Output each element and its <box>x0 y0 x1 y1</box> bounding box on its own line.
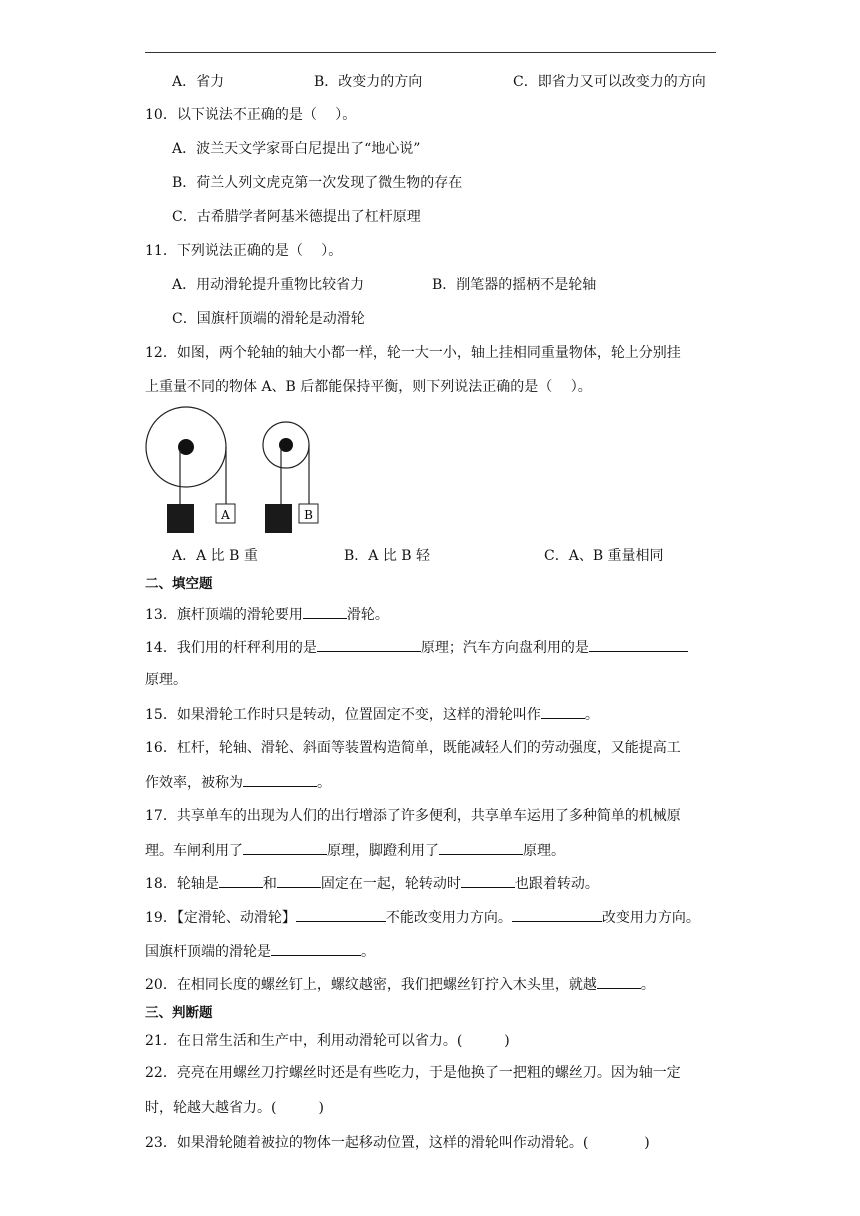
q18-text-3: 固定在一起，轮转动时 <box>320 876 461 892</box>
q18-blank-1[interactable] <box>219 873 263 888</box>
q10-option-b: B．荷兰人列文虎克第一次发现了微生物的存在 <box>172 175 463 191</box>
section-fill-in-title: 二、填空题 <box>145 576 213 592</box>
q14-text-2: 原理；汽车方向盘利用的是 <box>420 640 589 656</box>
q20-blank[interactable] <box>597 974 641 989</box>
q16-text-1: 作效率，被称为 <box>145 775 243 791</box>
q20-text-1: 20．在相同长度的螺丝钉上，螺纹越密，我们把螺丝钉拧入木头里，就越 <box>145 977 597 993</box>
q15-text-1: 15．如果滑轮工作时只是转动，位置固定不变，这样的滑轮叫作 <box>145 707 541 723</box>
q19-text-5: 。 <box>361 944 375 960</box>
q19-text-3: 改变用力方向。 <box>601 910 700 926</box>
q23-line: 23．如果滑轮随着被拉的物体一起移动位置，这样的滑轮叫作动滑轮。( ) <box>145 1135 650 1151</box>
q20-line <box>145 974 655 995</box>
q10-stem: 10．以下说法不正确的是（ ）。 <box>145 107 357 123</box>
q13-text-1: 13．旗杆顶端的滑轮要用 <box>145 607 303 623</box>
q19-text-4: 国旗杆顶端的滑轮是 <box>145 944 271 960</box>
q11-stem: 11．下列说法正确的是（ ）。 <box>145 243 343 259</box>
q16-line-1: 16．杠杆，轮轴、滑轮、斜面等装置构造简单，既能减轻人们的劳动强度，又能提高工 <box>145 740 681 756</box>
q18-text-1: 18．轮轴是 <box>145 876 219 892</box>
q10-option-a: A．波兰天文学家哥白尼提出了“地心说” <box>172 141 421 157</box>
q20-text-2: 。 <box>640 977 655 993</box>
q19-text-2: 不能改变用力方向。 <box>385 910 512 926</box>
wheel-axle-figure <box>140 400 340 540</box>
q13-blank[interactable] <box>303 604 347 619</box>
q16-text-2: 。 <box>317 775 331 791</box>
q9-option-a: A．省力 <box>172 74 225 90</box>
q13-line <box>145 604 389 625</box>
q17-line-1: 17．共享单车的出现为人们的出行增添了许多便利，共享单车运用了多种简单的机械原 <box>145 808 681 824</box>
section-true-false-title: 三、判断题 <box>145 1005 213 1021</box>
q22-line-2: 时，轮越大越省力。( ) <box>145 1100 324 1116</box>
q9-option-c: C．即省力又可以改变力的方向 <box>513 74 706 90</box>
q22-line-1: 22．亮亮在用螺丝刀拧螺丝时还是有些吃力，于是他换了一把粗的螺丝刀。因为轴一定 <box>145 1065 681 1081</box>
q10-option-c: C．古希腊学者阿基米德提出了杠杆原理 <box>172 209 421 225</box>
q19-blank-1[interactable] <box>296 907 386 922</box>
q12-stem-line-1: 12．如图，两个轮轴的轴大小都一样，轮一大一小，轴上挂相同重量物体，轮上分别挂 <box>145 345 681 361</box>
large-axle-weight <box>167 504 194 533</box>
small-wheel-axle <box>263 422 318 533</box>
q11-option-c: C．国旗杆顶端的滑轮是动滑轮 <box>172 311 365 327</box>
q18-text-4: 也跟着转动。 <box>514 876 599 892</box>
q14-line-1 <box>145 637 688 658</box>
q18-text-2: 和 <box>262 876 277 892</box>
q17-blank-1[interactable] <box>243 840 327 855</box>
q18-blank-3[interactable] <box>461 873 515 888</box>
q17-text-2: 原理，脚蹬利用了 <box>327 843 439 859</box>
q12-option-c: C．A、B 重量相同 <box>544 548 664 564</box>
q15-line <box>145 704 599 725</box>
large-wheel-axle <box>146 407 235 533</box>
q21-line: 21．在日常生活和生产中，利用动滑轮可以省力。( ) <box>145 1033 510 1049</box>
small-axle-weight <box>265 504 292 533</box>
q11-option-b: B．削笔器的摇柄不是轮轴 <box>432 277 597 293</box>
q17-line-2 <box>145 840 565 861</box>
q17-blank-2[interactable] <box>439 840 523 855</box>
q15-text-2: 。 <box>584 707 599 723</box>
weight-a-label: A <box>221 508 230 522</box>
q14-text-1: 14．我们用的杆秤利用的是 <box>145 640 317 656</box>
q9-option-b: B．改变力的方向 <box>314 74 423 90</box>
q18-line <box>145 873 599 894</box>
q17-text-3: 原理。 <box>523 843 565 859</box>
q16-blank[interactable] <box>243 772 317 787</box>
q11-option-a: A．用动滑轮提升重物比较省力 <box>172 277 365 293</box>
q19-line-2 <box>145 941 375 962</box>
q12-stem-line-2: 上重量不同的物体 A、B 后都能保持平衡，则下列说法正确的是（ ）。 <box>145 379 592 395</box>
q12-option-b: B．A 比 B 轻 <box>344 548 431 564</box>
q19-blank-2[interactable] <box>512 907 602 922</box>
q15-blank[interactable] <box>541 704 585 719</box>
q16-line-2 <box>145 772 331 793</box>
q14-blank-1[interactable] <box>317 637 421 652</box>
q19-text-1: 19．【定滑轮、动滑轮】 <box>145 910 296 926</box>
q13-text-2: 滑轮。 <box>346 607 389 623</box>
q12-option-a: A．A 比 B 重 <box>172 548 258 564</box>
q18-blank-2[interactable] <box>277 873 321 888</box>
q14-text-3: 原理。 <box>145 672 187 688</box>
q14-blank-2[interactable] <box>589 637 688 652</box>
q19-line-1 <box>145 907 700 928</box>
header-rule <box>145 52 716 53</box>
q17-text-1: 理。车闸利用了 <box>145 843 243 859</box>
weight-b-label: B <box>304 508 313 522</box>
q19-blank-3[interactable] <box>271 941 361 956</box>
